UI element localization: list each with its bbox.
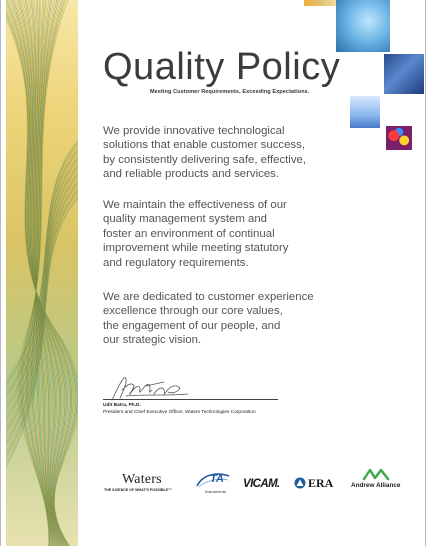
paragraph-line: We maintain the effectiveness of our [103,199,287,211]
andrew-alliance-logo [351,467,403,493]
paragraph-line: We are dedicated to customer experience [103,291,314,303]
policy-paragraph-3 [103,290,353,348]
paragraph-line: improvement while meeting statutory [103,242,289,255]
page-border-left [0,0,1,546]
signer-name: Udit Batra, Ph.D. [103,403,141,408]
paragraph-line: and reliable products and services. [103,168,280,181]
page-title: Quality Policy [103,46,341,88]
decorative-tile-molecules [336,0,390,52]
page-subtitle: Meeting Customer Requirements, Exceeding Expectations. [150,89,310,95]
era-logo [294,476,344,492]
paragraph-line: foster an environment of continual [103,227,275,240]
decorative-tile-capsules [386,126,412,150]
ta-instruments-logo [195,472,235,496]
ta-logo-text: TA [210,473,224,485]
paragraph-line: our strategic vision. [103,334,202,347]
waters-tagline: THE SCIENCE OF WHAT'S POSSIBLE™ [104,488,172,492]
signer-title: President and Chief Executive Officer, Waters Technologies Corporation [103,410,256,415]
signature-line [103,399,278,400]
paragraph-line: solutions that enable customer success, [103,139,305,152]
era-logo-text: ERA [308,476,334,490]
paragraph-line: excellence through our core values, [103,305,283,318]
paragraph-line: by consistently delivering safe, effective, [103,153,307,166]
signature-icon [106,374,192,402]
ta-logo-subtitle: Instruments [205,489,226,494]
waters-logo-text: Waters [122,472,162,487]
paragraph-line: and regulatory requirements. [103,256,249,269]
decorative-tile-dna [384,54,424,94]
decorative-wave-strip [6,0,78,546]
era-triangle-icon [294,477,306,489]
policy-paragraph-1 [103,124,353,182]
waters-logo [104,472,186,496]
decorative-tile-amber [304,0,338,6]
andrew-alliance-zigzag-icon [362,467,390,481]
paragraph-line: We provide innovative technological [103,125,285,137]
decorative-tile-vials [350,96,380,128]
vicam-logo-text: VICAM. [243,478,280,490]
vicam-logo [243,478,287,492]
policy-paragraph-2 [103,198,353,270]
paragraph-line: the engagement of our people, and [103,319,281,332]
paragraph-line: quality management system and [103,213,267,226]
andrew-alliance-logo-text: Andrew Alliance [351,482,401,489]
